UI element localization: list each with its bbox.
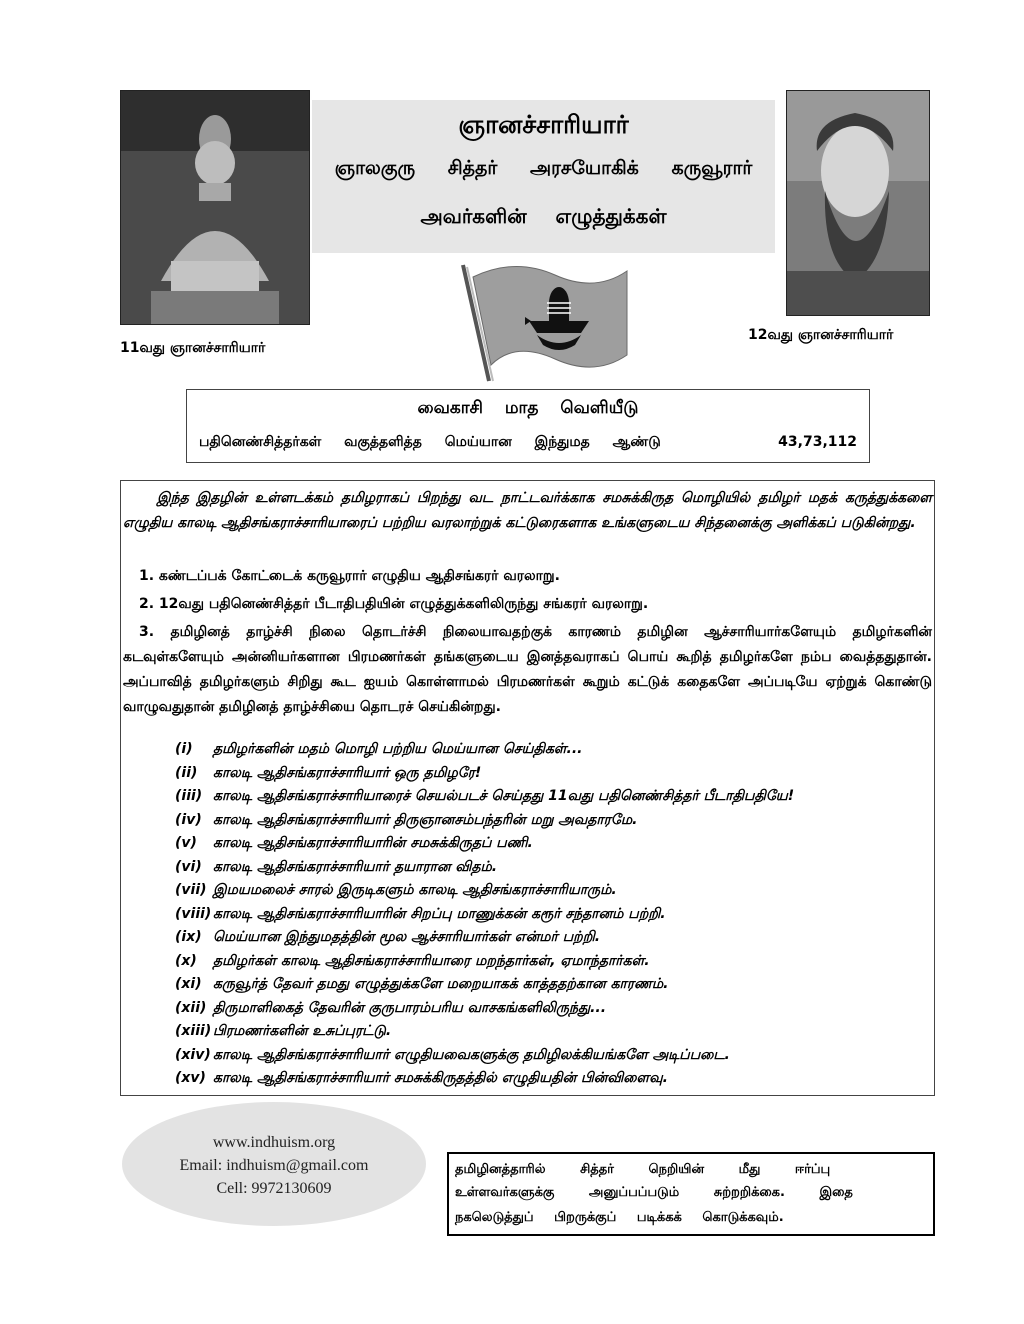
right-photo-caption: 12வது ஞானச்சாரியார் — [748, 327, 894, 343]
title-author: ஞாலகுரு சித்தர் அரசயோகிக் கருவூரார் — [334, 157, 753, 179]
left-photo-caption: 11வது ஞானச்சாரியார் — [120, 340, 266, 356]
lingam-flag-icon — [455, 255, 635, 385]
issue-title: வைகாசி மாத வெளியீடு — [417, 398, 639, 418]
issue-box — [186, 389, 870, 463]
lingam-flag — [455, 255, 635, 385]
point-1: 1. கண்டப்பக் கோட்டைக் கருவூரார் எழுதிய ஆதிசங்கரர் வரலாறு. — [139, 568, 560, 584]
point-3: 3. தமிழினத் தாழ்ச்சி நிலை தொடர்ச்சி நிலையாவதற்குக் காரணம் தமிழின ஆச்சாரியார்களேயும் தமிழர்களின் கடவுள்களேயும் அன்னியர்களான பிரமணர்கள் தங்களுடைய இனத்தவராகப் பொய் கூறித் தமிழர்களே நம்ப வைத்ததுதான். அப்பாவித் தமிழர்களும் சிறிது கூட ஐயம் கொள்ளாமல் பிரமணர்கள் கூறும் கட்டுக் கதைகளே அப்படியே ஏற்றுக் கொண்டு வாழுவதுதான் தமிழினத் தாழ்ச்சியை தொடரச் செய்கின்றது. — [123, 624, 932, 715]
issue-era-label: பதினெண்சித்தர்கள் வகுத்தளித்த மெய்யான இந்துமத ஆண்டு — [199, 434, 661, 450]
list-item: (iv) காலடி ஆதிசங்கராச்சாரியார் திருஞானசம்பந்தரின் மறு அவதாரமே. — [175, 811, 638, 828]
page-title: ஞானச்சாரியார் — [458, 110, 629, 139]
list-item: (vii) இமயமலைச் சாரல் இருடிகளும் காலடி ஆதிசங்கராச்சாரியாரும். — [175, 882, 617, 898]
list-item: (ix) மெய்யான இந்துமதத்தின் மூல ஆச்சாரியார்கள் என்மர் பற்றி. — [175, 929, 601, 945]
list-item: (xiv) காலடி ஆதிசங்கராச்சாரியார் எழுதியவைகளுக்கு தமிழிலக்கியங்களே அடிப்படை. — [175, 1046, 730, 1063]
list-item: (x) தமிழர்கள் காலடி ஆதிசங்கராச்சாரியாரை மறந்தார்கள், ஏமாந்தார்கள். — [175, 952, 650, 969]
intro-paragraph: இந்த இதழின் உள்ளடக்கம் தமிழராகப் பிறந்து வட நாட்டவர்க்காக சமசுக்கிருத மொழியில் தமிழர் மதக் கருத்துக்களை எழுதிய காலடி ஆதிசங்கராச்சாரியாரைப் பற்றிய வரலாற்றுக் கட்டுரைகளாக உங்களுடைய சிந்தனைக்கு அளிக்கப் படுகின்றது. — [123, 490, 932, 531]
contact-info — [122, 1102, 426, 1226]
point-2: 2. 12வது பதினெண்சித்தர் பீடாதிபதியின் எழுத்துக்களிலிருந்து சங்கரர் வரலாறு. — [139, 596, 649, 612]
list-item: (ii) காலடி ஆதிசங்கராச்சாரியார் ஒரு தமிழரே! — [175, 764, 482, 781]
list-item: (xiii) பிரமணர்களின் உசுப்புரட்டு. — [175, 1023, 392, 1039]
portrait-image-icon — [787, 91, 929, 315]
topics-list — [175, 741, 930, 1094]
phone-number: Cell: 9972130609 — [216, 1180, 332, 1197]
list-item: (v) காலடி ஆதிசங்கராச்சாரியாரின் சமசுக்கிருதப் பணி. — [175, 835, 533, 851]
title-panel — [312, 100, 775, 253]
list-item: (i) தமிழர்களின் மதம் மொழி பற்றிய மெய்யான செய்திகள்... — [175, 741, 583, 757]
email-link[interactable]: Email: indhuism@gmail.com — [179, 1157, 369, 1174]
statue-image-icon — [121, 91, 309, 324]
right-photo — [786, 90, 930, 316]
issue-year: 43,73,112 — [778, 434, 857, 450]
list-item: (viii) காலடி ஆதிசங்கராச்சாரியாரின் சிறப்பு மாணுக்கன் கரூர் சந்தானம் பற்றி. — [175, 905, 666, 922]
notice-line-3: நகலெடுத்துப் பிறருக்குப் படிக்கக் கொடுக்கவும். — [455, 1210, 784, 1225]
title-subtitle: அவர்களின் எழுத்துக்கள் — [420, 204, 667, 228]
list-item: (xv) காலடி ஆதிசங்கராச்சாரியார் சமசுக்கிருதத்தில் எழுதியதின் பின்விளைவு. — [175, 1070, 668, 1086]
left-photo — [120, 90, 310, 325]
main-content — [120, 480, 935, 1096]
notice-line-1: தமிழினத்தாரில் சித்தர் நெறியின் மீது ஈர்ப்பு — [455, 1162, 831, 1177]
list-item: (iii) காலடி ஆதிசங்கராச்சாரியாரைச் செயல்படச் செய்தது 11வது பதினெண்சித்தர் பீடாதிபதியே! — [175, 788, 795, 804]
list-item: (vi) காலடி ஆதிசங்கராச்சாரியார் தயாரான விதம். — [175, 858, 498, 875]
notice-line-2: உள்ளவர்களுக்கு அனுப்பப்படும் சுற்றறிக்கை. இதை — [455, 1185, 853, 1200]
list-item: (xi) கருவூர்த் தேவர் தமது எழுத்துக்களே மறையாகக் காத்ததற்கான காரணம். — [175, 976, 669, 992]
list-item: (xii) திருமாளிகைத் தேவரின் குருபாரம்பரிய வாசகங்களிலிருந்து... — [175, 999, 607, 1016]
notice-box — [447, 1152, 935, 1236]
issue-subtitle — [199, 434, 857, 452]
website-link[interactable]: www.indhuism.org — [212, 1134, 336, 1151]
